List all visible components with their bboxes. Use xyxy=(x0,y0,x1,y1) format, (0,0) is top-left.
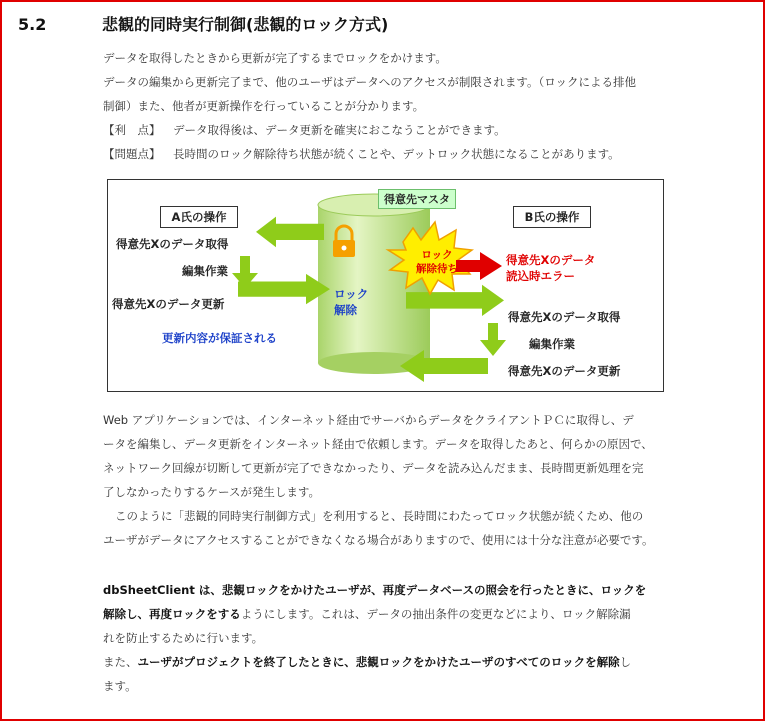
a-update-label: 得意先Xのデータ更新 xyxy=(112,297,225,311)
body-line: れを防止するために行います。 xyxy=(103,631,264,645)
issue-line xyxy=(103,142,663,166)
customer-master-label: 得意先マスタ xyxy=(378,189,456,209)
a-get-label: 得意先Xのデータ取得 xyxy=(116,237,229,251)
intro-line: データの編集から更新完了まで、他のユーザはデータへのアクセスが制限されます。（ロックによる排他 xyxy=(103,75,637,89)
body-line: Web アプリケーションでは、インターネット経由でサーバからデータをクライアントＰＣに取得し、デ xyxy=(103,413,634,427)
lock-wait-label xyxy=(408,248,466,276)
b-edit-label: 編集作業 xyxy=(529,337,575,351)
b-error-line: 得意先Xのデータ xyxy=(506,253,596,267)
plain-text: し xyxy=(619,655,632,669)
body-line: このように「悲観的同時実行制御方式」を利用すると、長時間にわたってロック状態が続くため、他の xyxy=(115,509,644,523)
intro-line: データを取得したときから更新が完了するまでロックをかけます。 xyxy=(103,51,447,65)
unlock-line: 解除 xyxy=(334,303,357,317)
body-line: ータを編集し、データ更新をインターネット経由で依頼します。データを取得したあと、何らかの原因で、 xyxy=(103,437,653,451)
body-line: ユーザがデータにアクセスすることができなくなる場合がありますので、使用には十分な注意が必要です。 xyxy=(103,533,654,547)
body-line: ます。 xyxy=(103,679,137,693)
bold-text: ユーザがプロジェクトを終了したときに、悲観ロックをかけたユーザのすべてのロックを解除 xyxy=(137,655,620,669)
issue-tag: 【問題点】 xyxy=(103,147,161,161)
web-app-paragraph xyxy=(103,408,678,552)
intro-paragraph xyxy=(103,46,663,166)
plain-text: また、 xyxy=(103,655,138,669)
a-edit-label: 編集作業 xyxy=(182,264,228,278)
lock-wait-line: 解除待ち xyxy=(416,263,458,275)
section-heading xyxy=(18,12,388,35)
body-line xyxy=(103,650,678,674)
unlock-label xyxy=(334,286,368,318)
plain-text: ようにします。これは、データの抽出条件の変更などにより、ロック解除漏 xyxy=(240,607,631,621)
merit-text: データ取得後は、データ更新を確実におこなうことができます。 xyxy=(173,123,506,137)
merit-tag: 【利 点】 xyxy=(103,123,161,137)
body-line: ネットワーク回線が切断して更新が完了できなかったり、データを読み込んだまま、長時間更新処理を完 xyxy=(103,461,644,475)
merit-line xyxy=(103,118,663,142)
bold-text: 解除し、再度ロックをする xyxy=(103,607,241,621)
b-update-label: 得意先Xのデータ更新 xyxy=(508,364,621,378)
body-line: dbSheetClient は、悲観ロックをかけたユーザが、再度データベースの照会を行ったときに、ロックを xyxy=(103,583,647,597)
section-number: 5.2 xyxy=(18,15,47,34)
dbsheetclient-paragraph xyxy=(103,578,678,698)
lock-wait-line: ロック xyxy=(421,249,453,261)
user-a-box: A氏の操作 xyxy=(160,206,238,228)
arrow-icon xyxy=(480,323,506,356)
a-guaranteed-label: 更新内容が保証される xyxy=(162,331,277,345)
lock-diagram xyxy=(107,179,664,392)
intro-line: 制御）また、他者が更新操作を行っていることが分かります。 xyxy=(103,99,425,113)
body-line: 了しなかったりするケースが発生します。 xyxy=(103,485,321,499)
user-b-box: B氏の操作 xyxy=(513,206,591,228)
b-get-label: 得意先Xのデータ取得 xyxy=(508,310,621,324)
section-title: 悲観的同時実行制御(悲観的ロック方式) xyxy=(102,15,389,34)
b-error-label xyxy=(506,252,595,284)
b-error-line: 読込時エラー xyxy=(506,269,575,283)
arrow-icon xyxy=(256,217,324,248)
body-line xyxy=(103,602,678,626)
unlock-line: ロック xyxy=(334,287,369,301)
issue-text: 長時間のロック解除待ち状態が続くことや、デットロック状態になることがあります。 xyxy=(173,147,620,161)
